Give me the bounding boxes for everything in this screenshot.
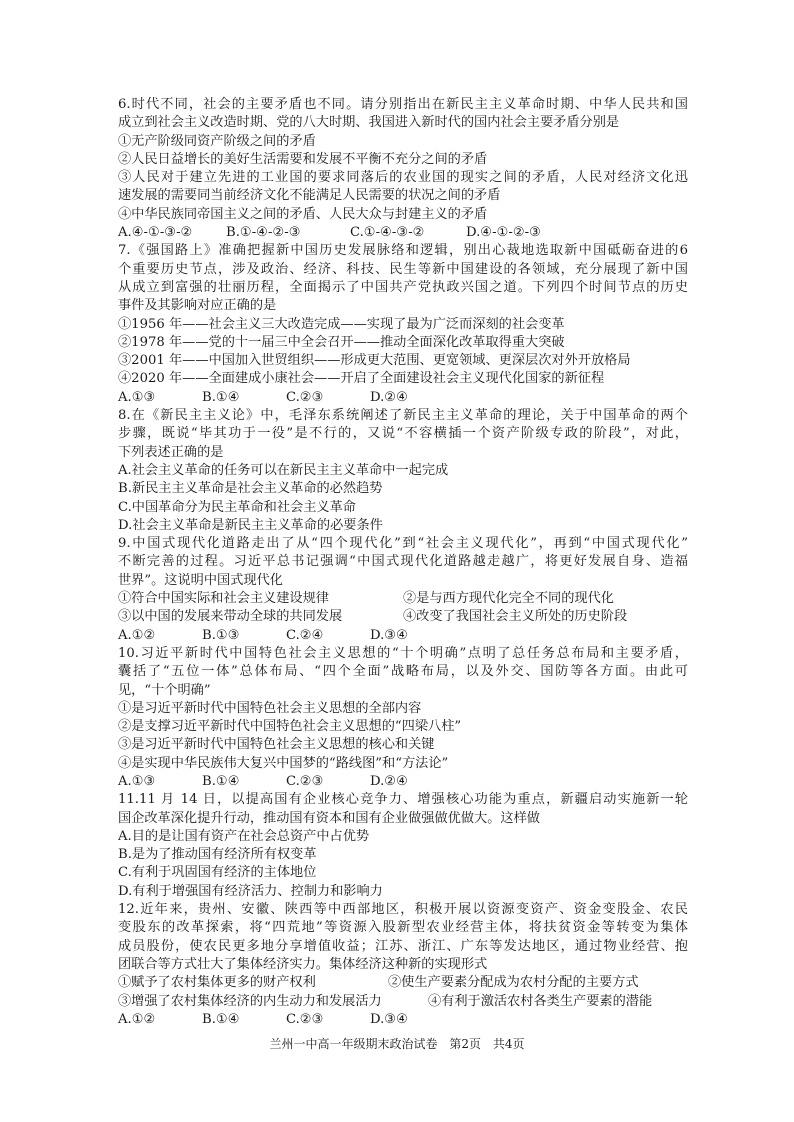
statement-row	[118, 590, 688, 608]
option-d: D.②④	[370, 389, 408, 405]
statement-item: ②人民日益增长的美好生活需要和发展不平衡不充分之间的矛盾	[118, 151, 488, 167]
option-a: A.①②	[118, 627, 156, 643]
question-stem-line: 见，“十个明确”	[118, 682, 211, 698]
statement-item: ②1978 年——党的十一届三中全会召开——推动全面深化改革取得重大突破	[118, 334, 565, 350]
option-b: B.是为了推动国有经济所有权变革	[118, 847, 317, 863]
option-a: A.①②	[118, 1011, 156, 1027]
question-stem-line: 12.近年来，贵州、安徽、陕西等中西部地区，积极开展以资源变资产、资金变股金、农民	[118, 902, 688, 918]
statement-item: ②是支撑习近平新时代中国特色社会主义思想的“四梁八柱”	[118, 719, 462, 735]
option-d: D.②④	[370, 773, 408, 789]
option-a: A.④-①-③-②	[118, 225, 193, 241]
question-stem-line: 6.时代不同，社会的主要矛盾也不同。请分别指出在新民主主义革命时期、中华人民共和国	[118, 97, 688, 112]
statement-item: ④2020 年——全面建成小康社会——开启了全面建设社会主义现代化国家的新征程	[118, 371, 605, 387]
question-stem-line: 从成立到富强的壮丽历程，全面揭示了中国共产党执政兴国之道。下列四个时间节点的历史	[118, 279, 688, 295]
statement-item: ①无产阶级同资产阶级之间的矛盾	[118, 133, 316, 149]
option-d: D.④-①-②-③	[466, 225, 541, 241]
question-stem-line: 8.在《新民主主义论》中，毛泽东系统阐述了新民主主义革命的理论，关于中国革命的两个	[118, 408, 688, 424]
question-stem-line: 11.11 月 14 日，以提高国有企业核心竞争力、增强核心功能为重点，新疆启动实施新一轮	[118, 792, 688, 808]
statement-item: ③2001 年——中国加入世贸组织——形成更大范围、更宽领域、更深层次对外开放格局	[118, 353, 631, 369]
answer-options	[118, 1011, 688, 1029]
option-d: D.有利于增强国有经济活力、控制力和影响力	[118, 883, 383, 899]
question-stem-line: 囊括了“五位一体”总体布局、“四个全面”战略布局，以及外交、国防等各方面。由此可	[118, 664, 688, 680]
answer-options	[118, 627, 688, 645]
statement-item: ④中华民族同帝国主义之间的矛盾、人民大众与封建主义的矛盾	[118, 206, 488, 222]
question-stem-line: 世界”。这说明中国式现代化	[118, 572, 283, 588]
option-a: A.社会主义革命的任务可以在新民主主义革命中一起完成	[118, 462, 449, 478]
question-7	[118, 242, 688, 407]
statement-item: ②是与西方现代化完全不同的现代化	[403, 591, 614, 607]
question-6	[118, 96, 688, 242]
statement-item: ③是习近平新时代中国特色社会主义思想的核心和关键	[118, 737, 435, 753]
statement-item: ②使生产要素分配成为农村分配的主要方式	[388, 975, 639, 991]
footer-exam-title: 兰州一中高一年级期末政治试卷	[269, 1037, 438, 1051]
option-a: A.①③	[118, 773, 156, 789]
question-stem-line: 成立到社会主义改造时期、党的八大时期、我国进入新时代的国内社会主要矛盾分别是	[118, 115, 620, 131]
statement-item: ①赋予了农村集体更多的财产权利	[118, 975, 316, 991]
answer-options	[118, 773, 688, 791]
option-a: A.目的是让国有资产在社会总资产中占优势	[118, 828, 370, 844]
option-d: D.③④	[370, 627, 408, 643]
option-b: B.①④	[202, 1011, 240, 1027]
question-8	[118, 407, 688, 535]
question-11	[118, 791, 688, 901]
question-stem-line: 10.习近平新时代中国特色社会主义思想的“十个明确”点明了总任务总布局和主要矛盾，	[118, 645, 688, 661]
question-stem-line: 变股东的改革探索，将“四荒地”等资源入股新型农业经营主体，将扶贫资金等转变为集体	[118, 920, 688, 936]
question-stem-line: 步骤，既说“毕其功于一役”是不行的，又说“不容横插一个资产阶级专政的阶段”，对此，	[118, 426, 688, 442]
question-stem-line: 不断完善的过程。习近平总书记强调“中国式现代化道路越走越广，将更好发展自身、造福	[118, 554, 688, 570]
option-c: C.②③	[286, 773, 324, 789]
statement-item: ④改变了我国社会主义所处的历史阶段	[403, 609, 628, 625]
statement-item: ③以中国的发展来带动全球的共同发展	[118, 609, 343, 625]
option-c: C.②③	[286, 389, 324, 405]
statement-row	[118, 974, 688, 992]
page-footer	[0, 1035, 794, 1053]
question-stem-line: 个重要历史节点，涉及政治、经济、科技、民生等新中国建设的各领域，充分展现了新中国	[118, 261, 688, 277]
option-b: B.①④	[202, 389, 240, 405]
question-stem-line: 事件及其影响对应正确的是	[118, 298, 277, 314]
statement-item: ③增强了农村集体经济的内生动力和发展活力	[118, 993, 382, 1009]
option-c: C.中国革命分为民主革命和社会主义革命	[118, 499, 356, 515]
option-c: C.②④	[286, 627, 324, 643]
question-stem-line: 7.《强国路上》准确把握新中国历史发展脉络和逻辑，别出心裁地选取新中国砥砺奋进的6	[118, 243, 688, 259]
answer-options	[118, 389, 688, 407]
option-b: B.①④	[202, 773, 240, 789]
option-c: C.有利于巩固国有经济的主体地位	[118, 865, 317, 881]
option-d: D.③④	[370, 1011, 408, 1027]
footer-page-total: 共4页	[492, 1037, 525, 1051]
option-c: C.②③	[286, 1011, 324, 1027]
statement-item: 速发展的需要同当前经济文化不能满足人民需要的状况之间的矛盾	[118, 188, 501, 204]
option-b: B.①-④-②-③	[226, 225, 301, 241]
question-stem-line: 国企改革深化提升行动，推动国有资本和国有企业做强做优做大。这样做	[118, 810, 540, 826]
question-12	[118, 901, 688, 1029]
statement-row	[118, 993, 688, 1011]
statement-item: ①是习近平新时代中国特色社会主义思想的全部内容	[118, 700, 422, 716]
question-stem-line: 成员股份，使农民更多地分享增值收益；江苏、浙江、广东等发达地区，通过物业经营、抱	[118, 938, 688, 954]
question-stem-line: 9.中国式现代化道路走出了从“四个现代化”到“社会主义现代化”，再到“中国式现代化”	[118, 536, 688, 552]
statement-item: ③人民对于建立先进的工业国的要求同落后的农业国的现实之间的矛盾，人民对经济文化迅	[118, 170, 688, 186]
option-b: B.新民主主义革命是社会主义革命的必然趋势	[118, 481, 383, 497]
question-10	[118, 645, 688, 791]
statement-item: ④是实现中华民族伟大复兴中国梦的“路线图”和“方法论”	[118, 755, 449, 771]
option-c: C.①-④-③-②	[350, 225, 425, 241]
option-b: B.①③	[202, 627, 240, 643]
statement-item: ④有利于激活农村各类生产要素的潜能	[428, 993, 653, 1009]
answer-options	[118, 224, 688, 242]
question-stem-line: 团联合等方式壮大了集体经济实力。集体经济这种新的实现形式	[118, 956, 488, 972]
question-list	[118, 96, 688, 1029]
statement-row	[118, 608, 688, 626]
option-d: D.社会主义革命是新民主主义革命的必要条件	[118, 517, 383, 533]
statement-item: ①符合中国实际和社会主义建设规律	[118, 591, 329, 607]
question-9	[118, 535, 688, 645]
footer-page-number: 第2页	[449, 1037, 481, 1051]
statement-item: ①1956 年——社会主义三大改造完成——实现了最为广泛而深刻的社会变革	[118, 316, 565, 332]
option-a: A.①③	[118, 389, 156, 405]
question-stem-line: 下列表述正确的是	[118, 444, 224, 460]
